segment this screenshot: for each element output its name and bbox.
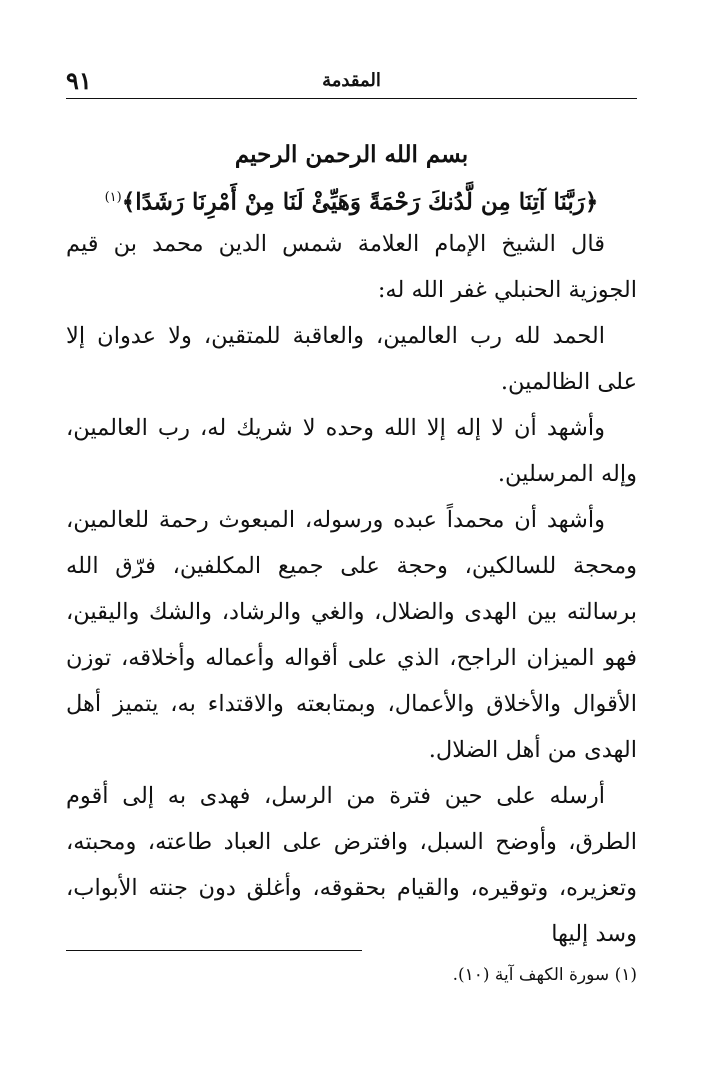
verse-text: ﴿رَبَّنَا آتِنَا مِن لَّدُنكَ رَحْمَةً وَهَيِّئْ لَنَا مِنْ أَمْرِنَا رَشَدًا﴾	[121, 188, 599, 216]
footnote-divider	[66, 950, 362, 951]
paragraph-shahada-2: وأشهد أن محمداً عبده ورسوله، المبعوث رحمة للعالمين، ومحجة للسالكين، وحجة على جميع المكلفين، فرّق الله برسالته بين الهدى والضلال، والغي والرشاد، والشك واليقين، فهو الميزان الراجح، الذي على أقواله وأعماله وأخلاقه، توزن الأقوال والأخلاق والأعمال، وبمتابعته والاقتداء به، يتميز أهل الهدى من أهل الضلال.	[66, 507, 637, 763]
chapter-title: المقدمة	[322, 70, 381, 91]
footnote: (١) سورة الكهف آية (١٠).	[452, 965, 637, 985]
paragraph-shahada-1: وأشهد أن لا إله إلا الله وحده لا شريك له، رب العالمين، وإله المرسلين.	[66, 415, 637, 487]
running-header	[66, 58, 637, 99]
paragraph-hamd: الحمد لله رب العالمين، والعاقبة للمتقين، ولا عدوان إلا على الظالمين.	[66, 323, 637, 395]
page-number: ٩١	[66, 66, 92, 95]
footnote-marker: (١)	[104, 190, 122, 205]
paragraph-intro: قال الشيخ الإمام العلامة شمس الدين محمد بن قيم الجوزية الحنبلي غفر الله له:	[66, 231, 637, 303]
paragraph-risala: أرسله على حين فترة من الرسل، فهدى به إلى أقوم الطرق، وأوضح السبل، وافترض على العباد طاعته، ومحبته، وتعزيره، وتوقيره، والقيام بحقوقه، وأغلق دون جنته الأبواب، وسد إليها	[66, 783, 637, 947]
basmala: بسم الله الرحمن الرحيم	[234, 141, 469, 168]
main-text	[66, 135, 637, 957]
quran-verse	[66, 175, 637, 221]
